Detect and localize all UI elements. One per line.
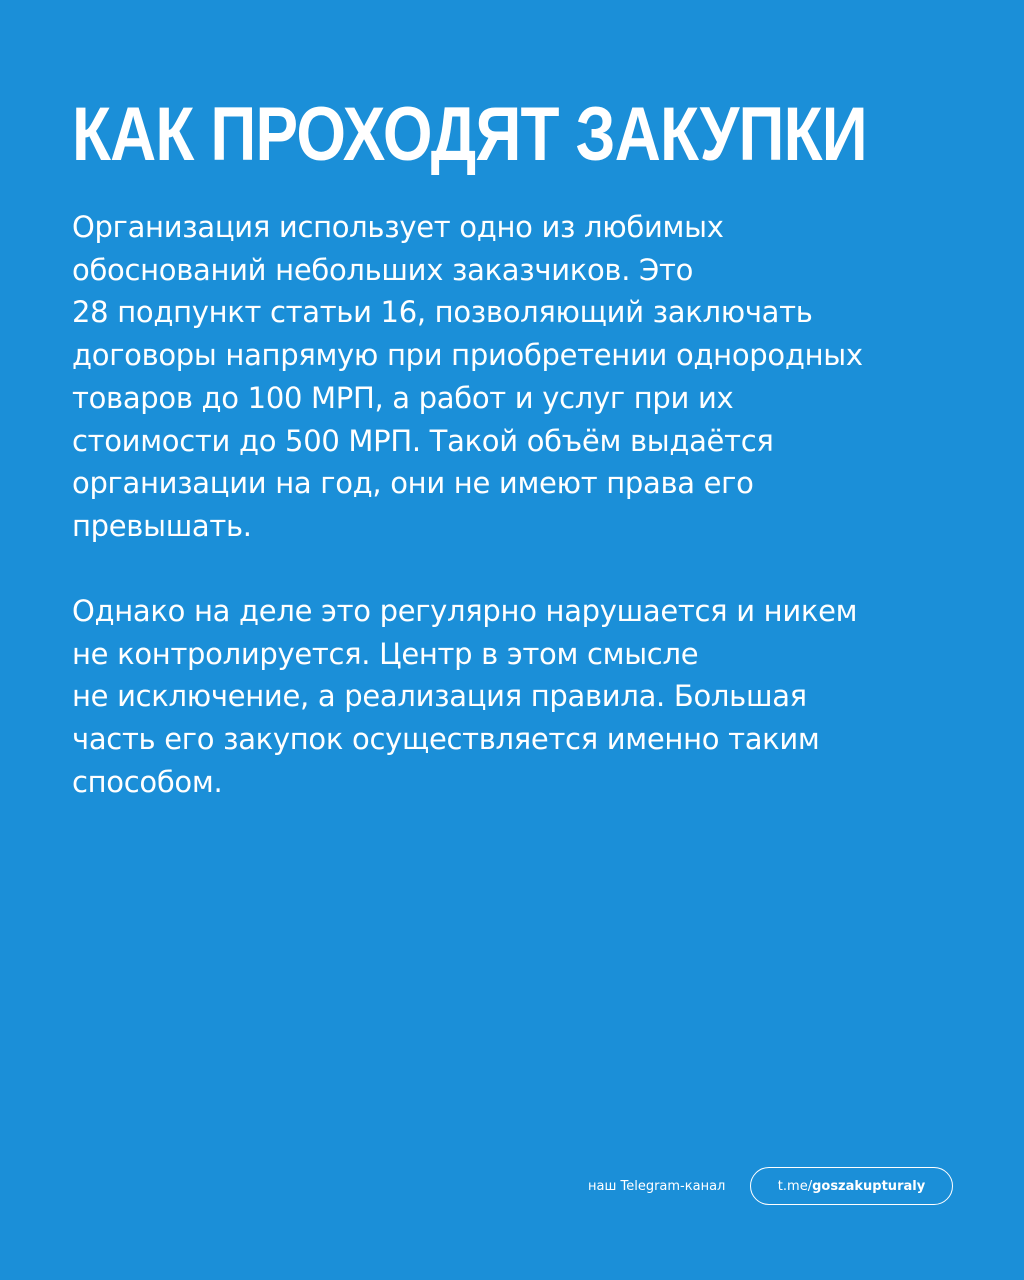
paragraph-line: Однако на деле это регулярно нарушается и никем	[72, 594, 858, 628]
paragraph-line: способом.	[72, 764, 223, 799]
paragraph-1	[72, 206, 863, 548]
paragraph-line: не исключение, а реализация правила. Большая	[72, 679, 807, 714]
page-title: КАК ПРОХОДЯТ ЗАКУПКИ	[72, 92, 867, 177]
paragraph-line: часть его закупок осуществляется именно таким	[72, 722, 820, 757]
paragraph-line: договоры напрямую при приобретении однородных	[72, 338, 863, 373]
telegram-channel-link[interactable]	[750, 1167, 953, 1205]
paragraph-2	[72, 590, 857, 804]
telegram-link-prefix: t.me/	[777, 1178, 813, 1194]
paragraph-line: товаров до 100 МРП, а работ и услуг при их	[72, 380, 734, 415]
telegram-link-handle: goszakupturaly	[812, 1178, 926, 1194]
paragraph-line: 28 подпункт статьи 16, позволяющий заключать	[72, 295, 813, 330]
telegram-channel-label: наш Telegram-канал	[588, 1179, 726, 1194]
paragraph-line: обоснований небольших заказчиков. Это	[72, 252, 694, 287]
paragraph-line: превышать.	[72, 508, 252, 543]
paragraph-line: Организация использует одно из любимых	[72, 210, 724, 244]
paragraph-line: не контролируется. Центр в этом смысле	[72, 636, 699, 671]
paragraph-line: стоимости до 500 МРП. Такой объём выдаётся	[72, 423, 774, 458]
paragraph-line: организации на год, они не имеют права его	[72, 466, 754, 501]
